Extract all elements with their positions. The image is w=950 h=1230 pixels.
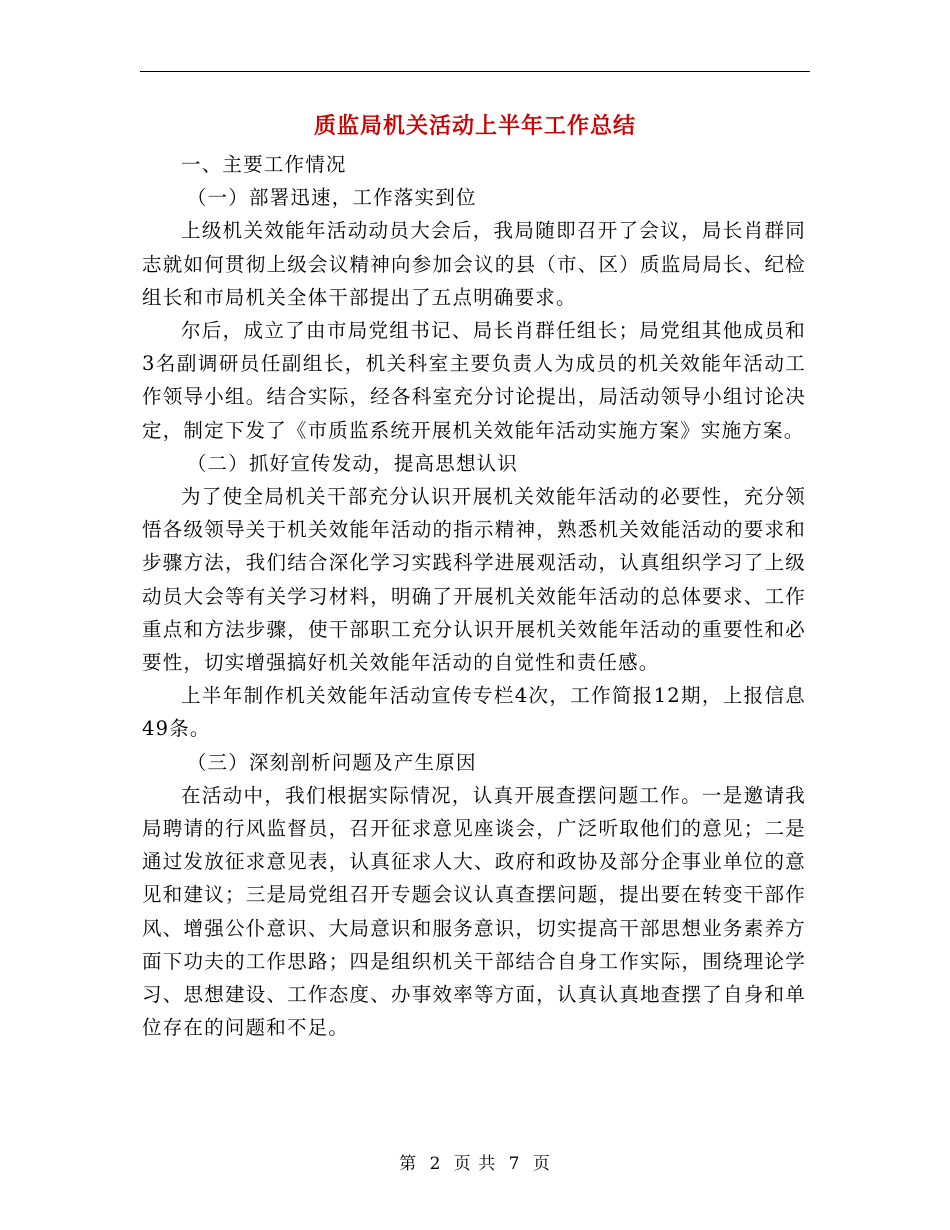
body-paragraph: 上级机关效能年活动动员大会后，我局随即召开了会议，局长肖群同志就如何贯彻上级会议精神向参加会议的县（市、区）质监局局长、纪检组长和市局机关全体干部提出了五点明确要求。 — [142, 219, 806, 309]
footer-suffix: 页 — [532, 1154, 551, 1174]
total-page-count: 7 — [508, 1154, 521, 1174]
body-paragraph: 为了使全局机关干部充分认识开展机关效能年活动的必要性，充分领悟各级领导关于机关效能年活动的指示精神，熟悉机关效能活动的要求和步骤方法，我们结合深化学习实践科学进展观活动，认真组织学习了上级动员大会等有关学习材料，明确了开展机关效能年活动的总体要求、工作重点和方法步骤，使干部职工充分认识开展机关效能年活动的重要性和必要性，切实增强搞好机关效能年活动的自觉性和责任感。 — [142, 485, 806, 675]
page-footer — [0, 1152, 950, 1176]
body-paragraph: 上半年制作机关效能年活动宣传专栏4次，工作简报12期，上报信息49条。 — [142, 684, 806, 741]
document-body — [142, 148, 806, 1044]
subsection-heading: （三）深刻剖析问题及产生原因 — [186, 750, 477, 774]
subsection-heading: （二）抓好宣传发动，提高思想认识 — [186, 451, 519, 475]
section-heading: 一、主要工作情况 — [181, 153, 347, 176]
footer-prefix: 第 — [399, 1154, 418, 1174]
body-paragraph: 尔后，成立了由市局党组书记、局长肖群任组长；局党组其他成员和3名副调研员任副组长，机关科室主要负责人为成员的机关效能年活动工作领导小组。结合实际，经各科室充分讨论提出，局活动领导小组讨论决定，制定下发了《市质监系统开展机关效能年活动实施方案》实施方案。 — [142, 319, 806, 442]
header-rule — [140, 71, 810, 72]
body-paragraph: 在活动中，我们根据实际情况，认真开展查摆问题工作。一是邀请我局聘请的行风监督员，召开征求意见座谈会，广泛听取他们的意见；二是通过发放征求意见表，认真征求人大、政府和政协及部分企事业单位的意见和建议；三是局党组召开专题会议认真查摆问题，提出要在转变干部作风、增强公仆意识、大局意识和服务意识，切实提高干部思想业务素养方面下功夫的工作思路；四是组织机关干部结合自身工作实际，围绕理论学习、思想建设、工作态度、办事效率等方面，认真认真地查摆了自身和单位存在的问题和不足。 — [142, 783, 806, 1040]
document-title: 质监局机关活动上半年工作总结 — [313, 113, 636, 139]
footer-middle: 页 共 — [453, 1154, 497, 1174]
subsection-heading: （一）部署迅速，工作落实到位 — [186, 186, 477, 210]
current-page-number: 2 — [429, 1154, 442, 1174]
